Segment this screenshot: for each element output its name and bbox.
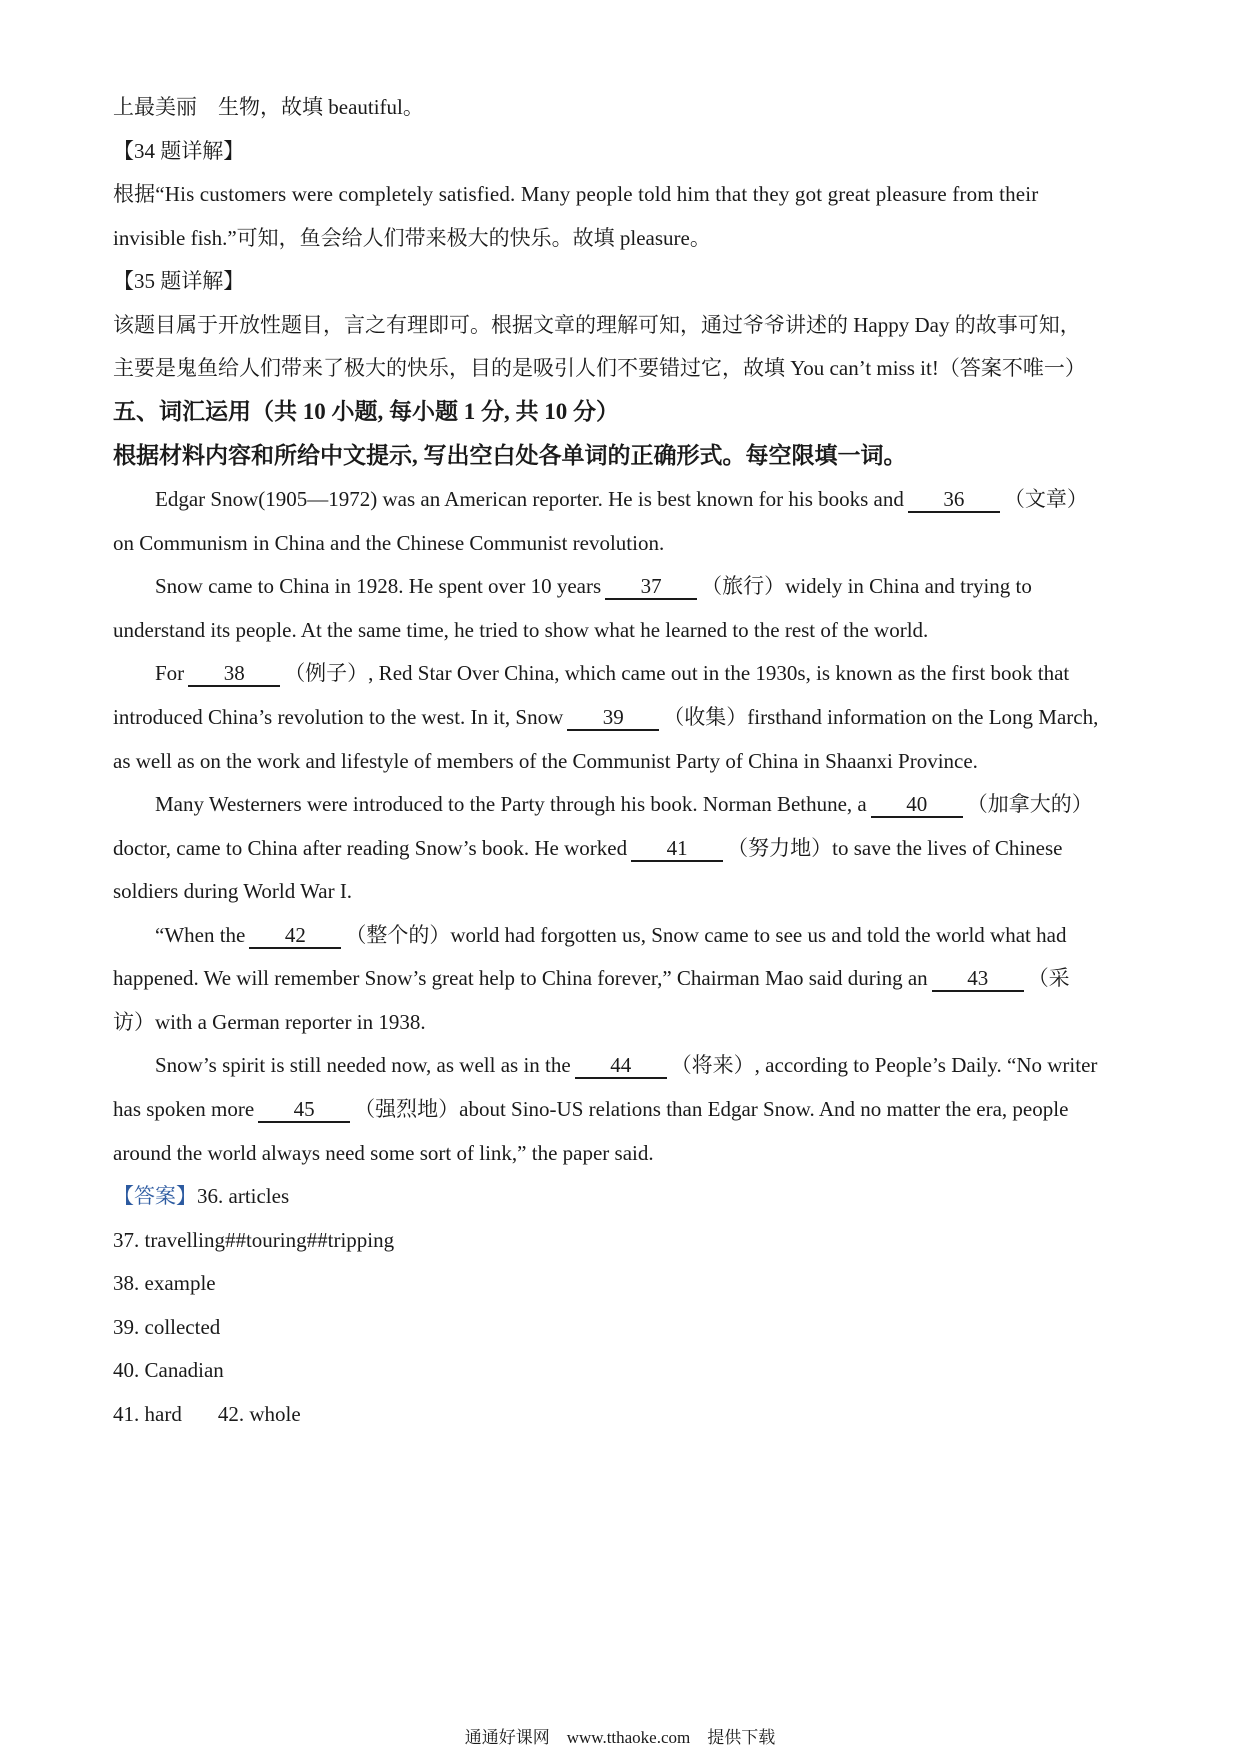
prev-line: 上最美丽 生物，故填 beautiful。 [113,95,424,119]
q35-line-2: 主要是鬼鱼给人们带来了极大的快乐，目的是吸引人们不要错过它，故填 You can’t miss it!（答案不唯一） [113,356,1086,380]
answer-line: 41. hard 42. whole [113,1402,301,1426]
q34-title: 【34 题详解】 [113,139,245,163]
section-title: 五、词汇运用（共 10 小题, 每小题 1 分, 共 10 分） [113,399,619,424]
passage-line: has spoken more 45 （强烈地）about Sino-US relations than Edgar Snow. And no matter the era, people [113,1097,1069,1121]
passage-line: Many Westerners were introduced to the Party through his book. Norman Bethune, a 40 （加拿大的） [155,792,1093,816]
passage-line: 访）with a German reporter in 1938. [113,1010,426,1034]
blank-44[interactable]: 44 [575,1053,667,1079]
blank-45[interactable]: 45 [258,1097,350,1123]
passage-line: introduced China’s revolution to the west. In it, Snow 39 （收集）firsthand information on the Long March, [113,705,1099,729]
answer-line: 37. travelling##touring##tripping [113,1228,395,1252]
q34-line-2: invisible fish.”可知，鱼会给人们带来极大的快乐。故填 pleasure。 [113,226,711,250]
blank-41[interactable]: 41 [631,836,723,862]
section-instruction: 根据材料内容和所给中文提示, 写出空白处各单词的正确形式。每空限填一词。 [113,443,907,468]
passage-line: doctor, came to China after reading Snow’s book. He worked 41 （努力地）to save the lives of Chinese [113,836,1063,860]
blank-37[interactable]: 37 [605,574,697,600]
passage-line: soldiers during World War I. [113,879,353,903]
passage-line: understand its people. At the same time, he tried to show what he learned to the rest of the world. [113,618,929,642]
passage-line: Snow’s spirit is still needed now, as well as in the 44 （将来）, according to People’s Daily. “No writer [155,1053,1098,1077]
q35-title: 【35 题详解】 [113,269,245,293]
answer-label: 【答案】 [113,1184,197,1208]
answer-line: 39. collected [113,1315,221,1339]
answer-line: 38. example [113,1271,216,1295]
answer-line: 【答案】36. articles [113,1184,290,1208]
blank-38[interactable]: 38 [188,661,280,687]
passage-line: “When the 42 （整个的）world had forgotten us, Snow came to see us and told the world what had [155,923,1067,947]
q34-line-1: 根据“His customers were completely satisfied. Many people told him that they got great pleasure from their [113,182,1039,206]
passage-line: as well as on the work and lifestyle of members of the Communist Party of China in Shaanxi Province. [113,749,978,773]
blank-39[interactable]: 39 [567,705,659,731]
footer-text: 通通好课网 www.tthaoke.com 提供下载 [464,1728,776,1747]
q35-line-1: 该题目属于开放性题目，言之有理即可。根据文章的理解可知，通过爷爷讲述的 Happy Day 的故事可知， [113,313,1081,337]
passage-line: on Communism in China and the Chinese Communist revolution. [113,531,665,555]
passage-line: around the world always need some sort of link,” the paper said. [113,1141,654,1165]
blank-36[interactable]: 36 [908,487,1000,513]
passage-line: Edgar Snow(1905—1972) was an American reporter. He is best known for his books and 36 （文章） [155,487,1088,511]
passage-line: happened. We will remember Snow’s great help to China forever,” Chairman Mao said during an 43 （采 [113,966,1070,990]
blank-42[interactable]: 42 [249,923,341,949]
blank-40[interactable]: 40 [871,792,963,818]
passage-line: For 38 （例子）, Red Star Over China, which came out in the 1930s, is known as the first book that [155,661,1070,685]
answer-line: 40. Canadian [113,1358,224,1382]
passage-line: Snow came to China in 1928. He spent over 10 years 37 （旅行）widely in China and trying to [155,574,1032,598]
blank-43[interactable]: 43 [932,966,1024,992]
